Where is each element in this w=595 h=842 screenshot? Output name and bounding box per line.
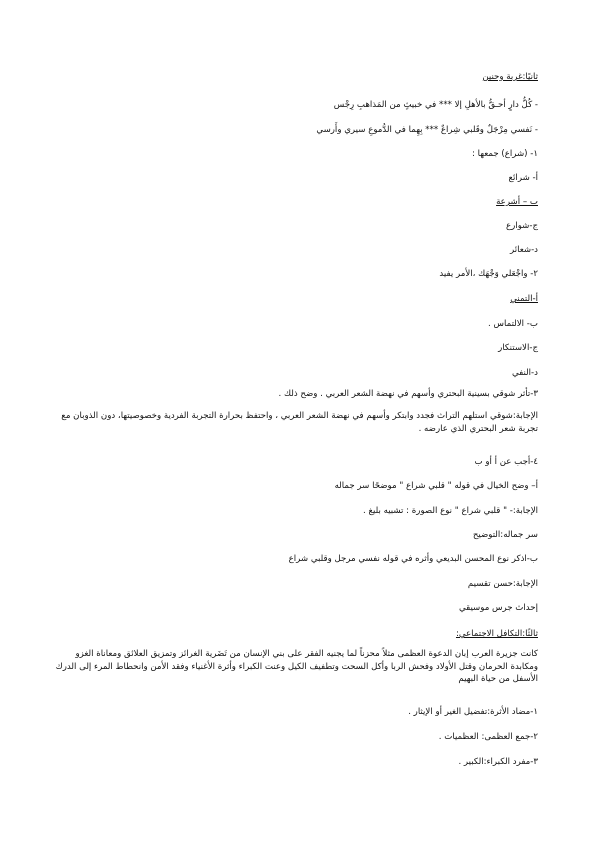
answer-4a-beauty: سر جماله:التوضيح xyxy=(472,530,538,540)
q2-option-b: ب- الالتماس . xyxy=(488,319,538,329)
poem-verse-2: - نَفسي مِرْجَلٌ وقَلبي شِراعٌ *** بِهِما في الدُّموعِ سيري وأَرسي xyxy=(316,125,538,135)
poem-verse-1: - كُلُّ دارٍ أحـقُّ بالأهلِ إلا *** في خبيثٍ من المَذاهبِ رِجْس xyxy=(333,100,538,110)
vocab-3: ٣-مفرد الكبراء:الكبير . xyxy=(458,757,538,767)
q1-option-b: ب – أشرعة xyxy=(496,197,538,207)
q2-option-a: أ-التمني xyxy=(510,294,538,304)
q1-option-a: أ- شرائع xyxy=(508,173,538,183)
vocab-2: ٢-جمع العظمى: العظميات . xyxy=(438,732,538,742)
answer-4b-effect: إحداث جرس موسيقي xyxy=(458,603,538,613)
q1-option-c: ج-شوارع xyxy=(506,221,538,231)
question-4: ٤-أجب عن أ أو ب xyxy=(474,457,538,467)
passage-paragraph: كانت جزيرة العرب إبان الدعوة العظمى مثلاً محزناً لما يجنيه الفقر على بني الإنسان من تَضَرية الغرائز وتمزيق العلائق ومعاناة الغزو ومكابدة الحرمان وقتل الأولاد وفحش الربا وأكل السحت وتطفيف الكيل وعنت الكبراء وأثرة الأغنياء وفقد الأمن وانحطاط المرء إلى الدرك الأسفل من حياة البهيم xyxy=(55,649,538,684)
question-3: ٣-تأثر شوقي بسينية البحتري وأسهم في نهضة الشعر العربي . وضح ذلك . xyxy=(278,389,538,399)
vocab-1: ١-مضاد الأثرة:تفضيل الغير أو الإيثار . xyxy=(408,707,538,717)
question-4a: أ– وضح الخيال في قوله " قلبي شراع " موضحًا سر جماله xyxy=(334,481,538,491)
question-2: ٢- واجْعَلي وَجْهَك ،الأمر يفيد xyxy=(439,269,538,279)
q2-option-c: ج-الاستنكار xyxy=(498,343,538,353)
answer-4a: الإجابة:- " قلبي شراع " نوع الصورة : تشبيه بليغ . xyxy=(363,506,538,516)
question-1: ١- (شراع) جمعها : xyxy=(472,149,538,159)
section-heading-estrangement: ثانيًا:غربة وحنين xyxy=(482,72,538,82)
q1-option-d: د-شعائر xyxy=(509,245,538,255)
q2-option-d: د-النفي xyxy=(511,368,538,378)
answer-3: الإجابة:شوقي استلهم التراث فجدد وابتكر وأسهم في نهضة الشعر العربي ، واحتفظ بحرارة التجربة الفردية وخصوصيتها، دون الذوبان مع تجربة شعر البحتري الذي عارضه . xyxy=(61,411,538,434)
question-4b: ب-اذكر نوع المحسن البديعي وأثره في قوله نفسي مرجل وقلبي شراع xyxy=(288,554,538,564)
answer-4b: الإجابة:حسن تقسيم xyxy=(467,579,538,589)
section-heading-social-solidarity: ثالثًا:التكافل الاجتماعي: xyxy=(455,629,538,639)
